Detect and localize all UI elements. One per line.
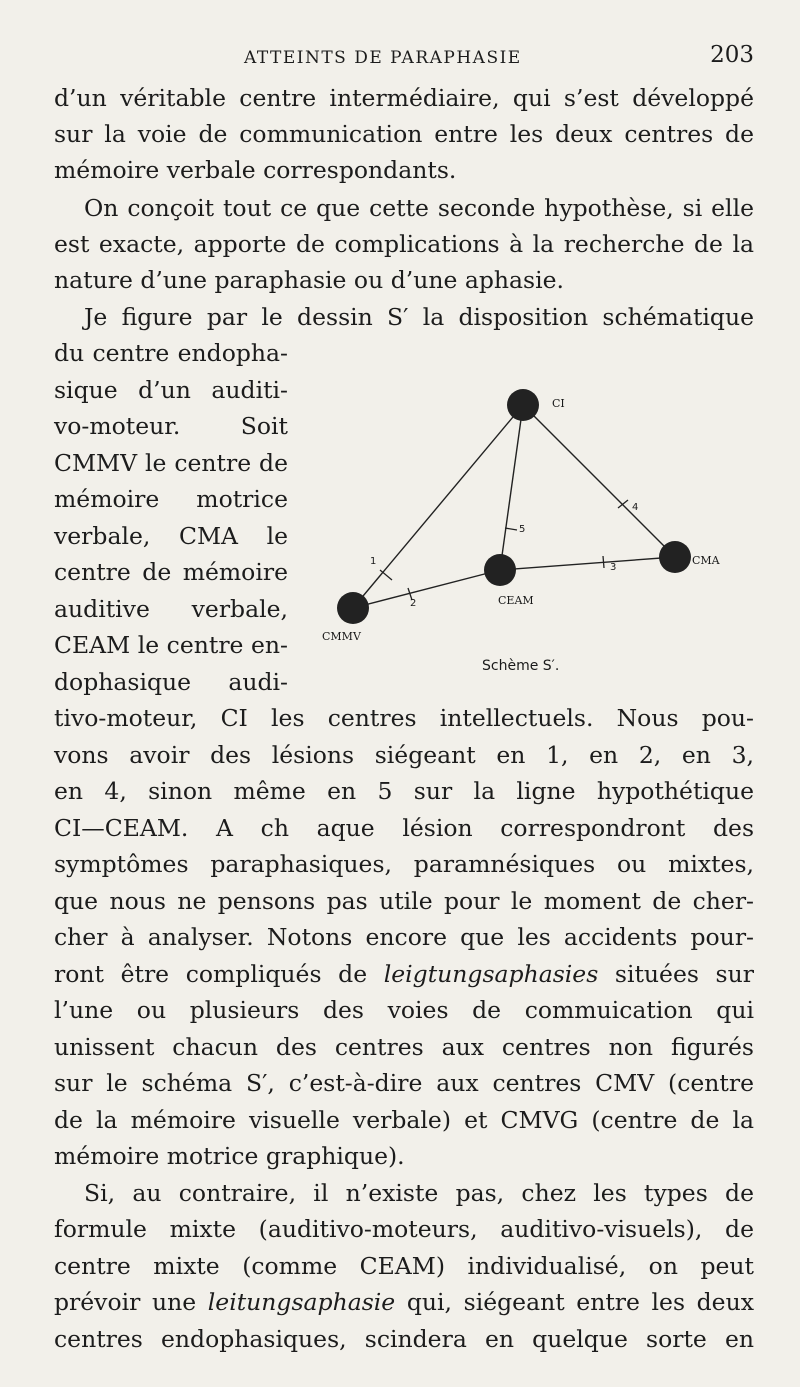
text-line: CMMV le centre de bbox=[54, 449, 288, 477]
text-line: mémoire motrice graphique). bbox=[54, 1142, 405, 1170]
text-line: nature d’une paraphasie ou d’une aphasie. bbox=[54, 266, 565, 294]
text-line: est exacte, apporte de complications à la recherche de la bbox=[54, 230, 754, 258]
figure-caption: Schème S′. bbox=[482, 658, 560, 674]
lesion-number-3: 3 bbox=[610, 562, 617, 573]
node-ci bbox=[507, 389, 539, 421]
running-head: ATTEINTS DE PARAPHASIE bbox=[244, 48, 522, 68]
text-line: en 4, sinon même en 5 sur la ligne hypothétique bbox=[54, 777, 754, 805]
label-ci: CI bbox=[552, 397, 565, 410]
text-line: formule mixte (auditivo-moteurs, auditivo-visuels), de bbox=[54, 1215, 754, 1243]
text-line: CEAM le centre en- bbox=[54, 631, 288, 659]
italic-term: leigtungsaphasies bbox=[383, 960, 599, 988]
schema-diagram bbox=[300, 370, 770, 690]
label-cmmv: CMMV bbox=[322, 630, 361, 643]
text-line: CI—CEAM. A ch aque lésion correspondront des bbox=[54, 814, 754, 842]
label-ceam: CEAM bbox=[498, 594, 534, 607]
text-line bbox=[54, 956, 754, 992]
paragraph-start-line: On conçoit tout ce que cette seconde hypothèse, si elle bbox=[84, 194, 754, 222]
text-segment: prévoir une bbox=[54, 1288, 208, 1316]
text-line: vo-moteur. Soit bbox=[54, 412, 288, 440]
node-ceam bbox=[484, 554, 516, 586]
text-line: vons avoir des lésions siégeant en 1, en 2, en 3, bbox=[54, 741, 754, 769]
text-line: que nous ne pensons pas utile pour le moment de cher- bbox=[54, 887, 754, 915]
text-line: d’un véritable centre intermédiaire, qui s’est développé bbox=[54, 84, 754, 112]
lesion-tick-3 bbox=[603, 556, 604, 568]
text-line: centres endophasiques, scindera en quelque sorte en bbox=[54, 1325, 754, 1353]
paragraph-start-line: Je figure par le dessin S′ la disposition schématique bbox=[84, 303, 754, 331]
lesion-number-4: 4 bbox=[632, 502, 639, 513]
text-line: centre mixte (comme CEAM) individualisé, on peut bbox=[54, 1252, 754, 1280]
text-line: sique d’un auditi- bbox=[54, 376, 288, 404]
text-line: symptômes paraphasiques, paramnésiques ou mixtes, bbox=[54, 850, 754, 878]
text-line: mémoire motrice bbox=[54, 485, 288, 513]
text-line: sur le schéma S′, c’est-à-dire aux centres CMV (centre bbox=[54, 1069, 754, 1097]
text-line: mémoire verbale correspondants. bbox=[54, 156, 457, 184]
lesion-number-1: 1 bbox=[370, 556, 377, 567]
page-header bbox=[54, 40, 754, 70]
edge-ci-cma bbox=[523, 405, 675, 557]
text-line: auditive verbale, bbox=[54, 595, 288, 623]
lesion-tick-5 bbox=[505, 528, 517, 530]
paragraph-start-line: Si, au contraire, il n’existe pas, chez les types de bbox=[84, 1179, 754, 1207]
text-segment: qui, siégeant entre les deux bbox=[395, 1288, 754, 1316]
text-line bbox=[54, 1284, 754, 1320]
label-cma: CMA bbox=[692, 554, 720, 567]
edge-ci-ceam bbox=[500, 405, 526, 570]
lesion-number-5: 5 bbox=[519, 524, 526, 535]
text-segment: situées sur bbox=[598, 960, 754, 988]
lesion-number-2: 2 bbox=[410, 598, 417, 609]
text-line: l’une ou plusieurs des voies de commuication qui bbox=[54, 996, 754, 1024]
text-line: dophasique audi- bbox=[54, 668, 288, 696]
italic-term: leitungsaphasie bbox=[207, 1288, 396, 1316]
text-line: unissent chacun des centres aux centres non figurés bbox=[54, 1033, 754, 1061]
lesion-tick-1 bbox=[380, 570, 392, 580]
node-cma bbox=[659, 541, 691, 573]
text-line: cher à analyser. Notons encore que les accidents pour- bbox=[54, 923, 754, 951]
node-cmmv bbox=[337, 592, 369, 624]
edge-ceam-cma bbox=[500, 557, 675, 570]
text-segment: ront être compliqués de bbox=[54, 960, 384, 988]
text-line: du centre endopha- bbox=[54, 339, 288, 367]
edge-cmmv-ceam bbox=[353, 570, 500, 608]
page-number: 203 bbox=[710, 42, 754, 68]
text-line: tivo-moteur, CI les centres intellectuels. Nous pou- bbox=[54, 704, 754, 732]
schema-figure bbox=[300, 370, 770, 690]
text-line: centre de mémoire bbox=[54, 558, 288, 586]
text-line: verbale, CMA le bbox=[54, 522, 288, 550]
text-line: de la mémoire visuelle verbale) et CMVG (centre de la bbox=[54, 1106, 754, 1134]
text-line: sur la voie de communication entre les deux centres de bbox=[54, 120, 754, 148]
